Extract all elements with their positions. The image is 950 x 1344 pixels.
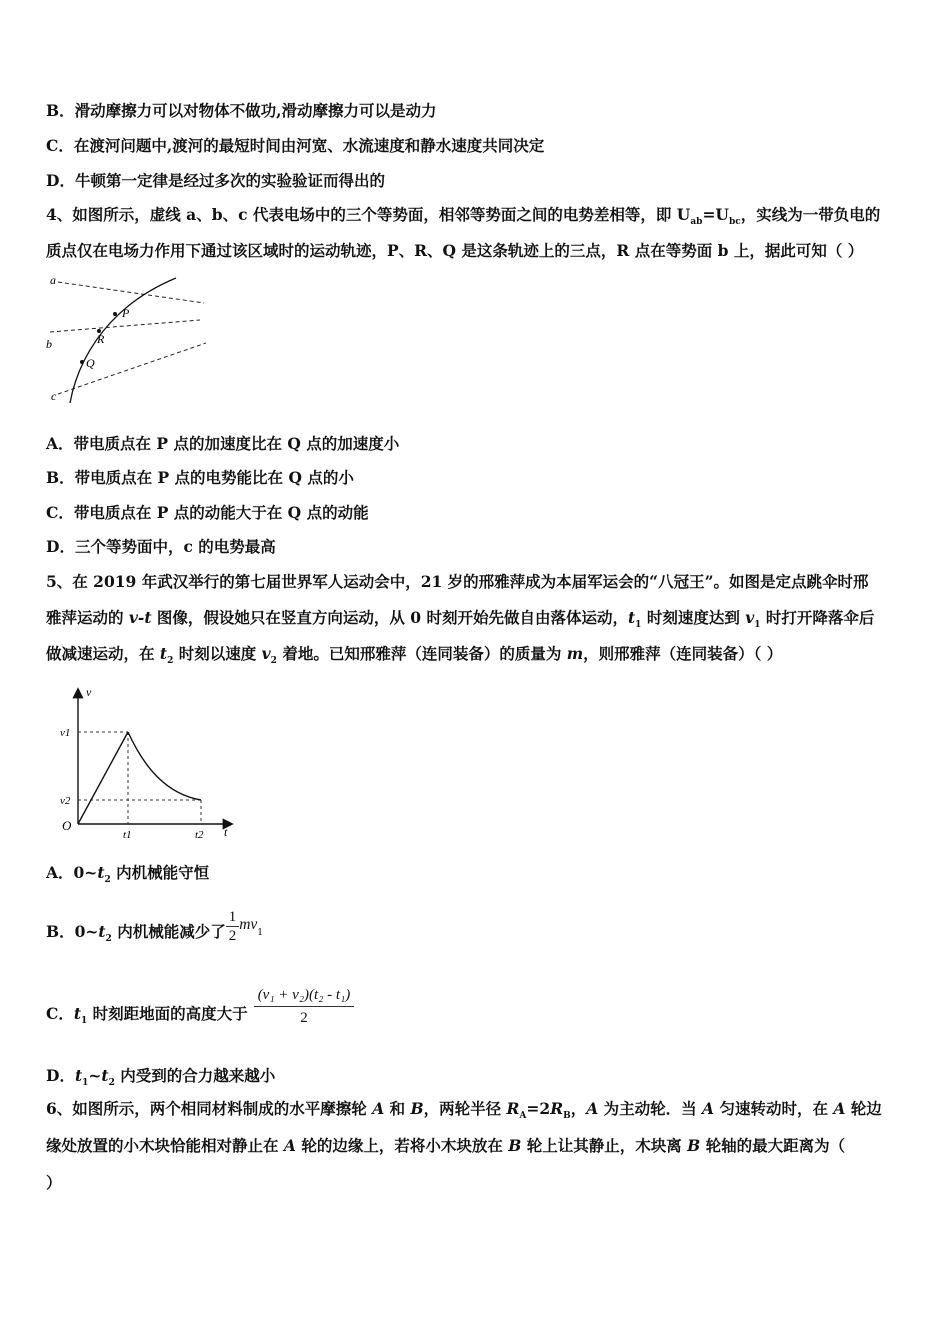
label-r: R xyxy=(97,332,105,346)
q4-stem-line2: 质点仅在电场力作用下通过该区域时的运动轨迹，P、R、Q 是这条轨迹上的三点，R 点在等势面 b 上，据此可知（ ） xyxy=(46,241,864,260)
q6-stem-line1: 6、如图所示，两个相同材料制成的水平摩擦轮 A 和 B，两轮半径 $R_A=2R_B$，A 为主动轮．当 A 匀速转动时，在 A 轮边 xyxy=(46,1099,882,1122)
vt-graph xyxy=(56,682,241,842)
q4-option-c: C．带电质点在 P 点的动能大于在 Q 点的动能 xyxy=(46,503,369,522)
label-t1: t1 xyxy=(123,829,132,841)
q5-option-a: A．$0\sim t_2$ 内机械能守恒 xyxy=(46,863,210,886)
q4-option-b: B．带电质点在 P 点的电势能比在 Q 点的小 xyxy=(46,468,354,487)
label-v2: v2 xyxy=(60,795,71,807)
fraction-half: $\frac{1}{2}$ xyxy=(226,908,240,945)
label-a: a xyxy=(50,273,56,287)
free-fall-line xyxy=(78,732,128,824)
q5-stem-line3: 做减速运动，在 $t_2$ 时刻以速度 $v_2$ 着地。已知邢雅萍（连同装备）的质量为 m，则邢雅萍（连同装备）（ ） xyxy=(46,644,783,667)
label-v: v xyxy=(86,685,92,699)
q4-option-d: D．三个等势面中，c 的电势最高 xyxy=(46,537,276,556)
label-p: P xyxy=(122,306,130,320)
q4-option-a: A．带电质点在 P 点的加速度比在 Q 点的加速度小 xyxy=(46,434,400,453)
point-p xyxy=(113,312,117,316)
q6-stem-line3: ） xyxy=(46,1173,62,1192)
q4-stem-line1: 4、如图所示，虚线 a、b、c 代表电场中的三个等势面，相邻等势面之间的电势差相等，即 $U_{ab}=U_{bc}$，实线为一带负电的 xyxy=(46,205,881,228)
point-q xyxy=(80,360,84,364)
q5-option-b: B．$0\sim t_2$ 内机械能减少了 $\frac{1}{2}$ $mv_1$ xyxy=(46,908,264,945)
label-t2: t2 xyxy=(195,829,204,841)
q5-stem-line1: 5、在 2019 年武汉举行的第七届世界军人运动会中，21 岁的邢雅萍成为本届军运会的“八冠王”。如图是定点跳伞时邢 xyxy=(46,572,869,591)
fraction-height: $\frac{\text{(v₁ + v₂)(t₂ - t₁)}}{2}$ xyxy=(254,984,355,1029)
q3-option-d: D．牛顿第一定律是经过多次的实验验证而得出的 xyxy=(46,171,385,190)
label-c: c xyxy=(51,389,57,403)
q5-option-d: D．$t_1\sim t_2$ 内受到的合力越来越小 xyxy=(46,1066,276,1089)
label-o: O xyxy=(62,818,72,833)
deceleration-curve xyxy=(128,732,201,800)
equipotential-figure xyxy=(44,270,214,410)
q6-stem-line2: 缘处放置的小木块恰能相对静止在 A 轮的边缘上，若将小木块放在 B 轮上让其静止，木块离 B 轮轴的最大距离为（ xyxy=(46,1136,846,1155)
label-v1: v1 xyxy=(60,727,71,739)
q5-option-c: C．$t_1$ 时刻距地面的高度大于 $\frac{\text{(v₁ + v₂)(t₂ - t₁)}}{2}$ xyxy=(46,990,354,1045)
q3-option-b: B．滑动摩擦力可以对物体不做功,滑动摩擦力可以是动力 xyxy=(46,101,437,120)
q3-option-c: C．在渡河问题中,渡河的最短时间由河宽、水流速度和静水速度共同决定 xyxy=(46,136,545,155)
label-b: b xyxy=(46,337,52,351)
q5-stem-line2: 雅萍运动的 v-t 图像，假设她只在竖直方向运动，从 0 时刻开始先做自由落体运动，$t_1$ 时刻速度达到 $v_1$ 时打开降落伞后 xyxy=(46,608,875,631)
label-q: Q xyxy=(86,356,95,370)
label-t: t xyxy=(224,825,228,839)
